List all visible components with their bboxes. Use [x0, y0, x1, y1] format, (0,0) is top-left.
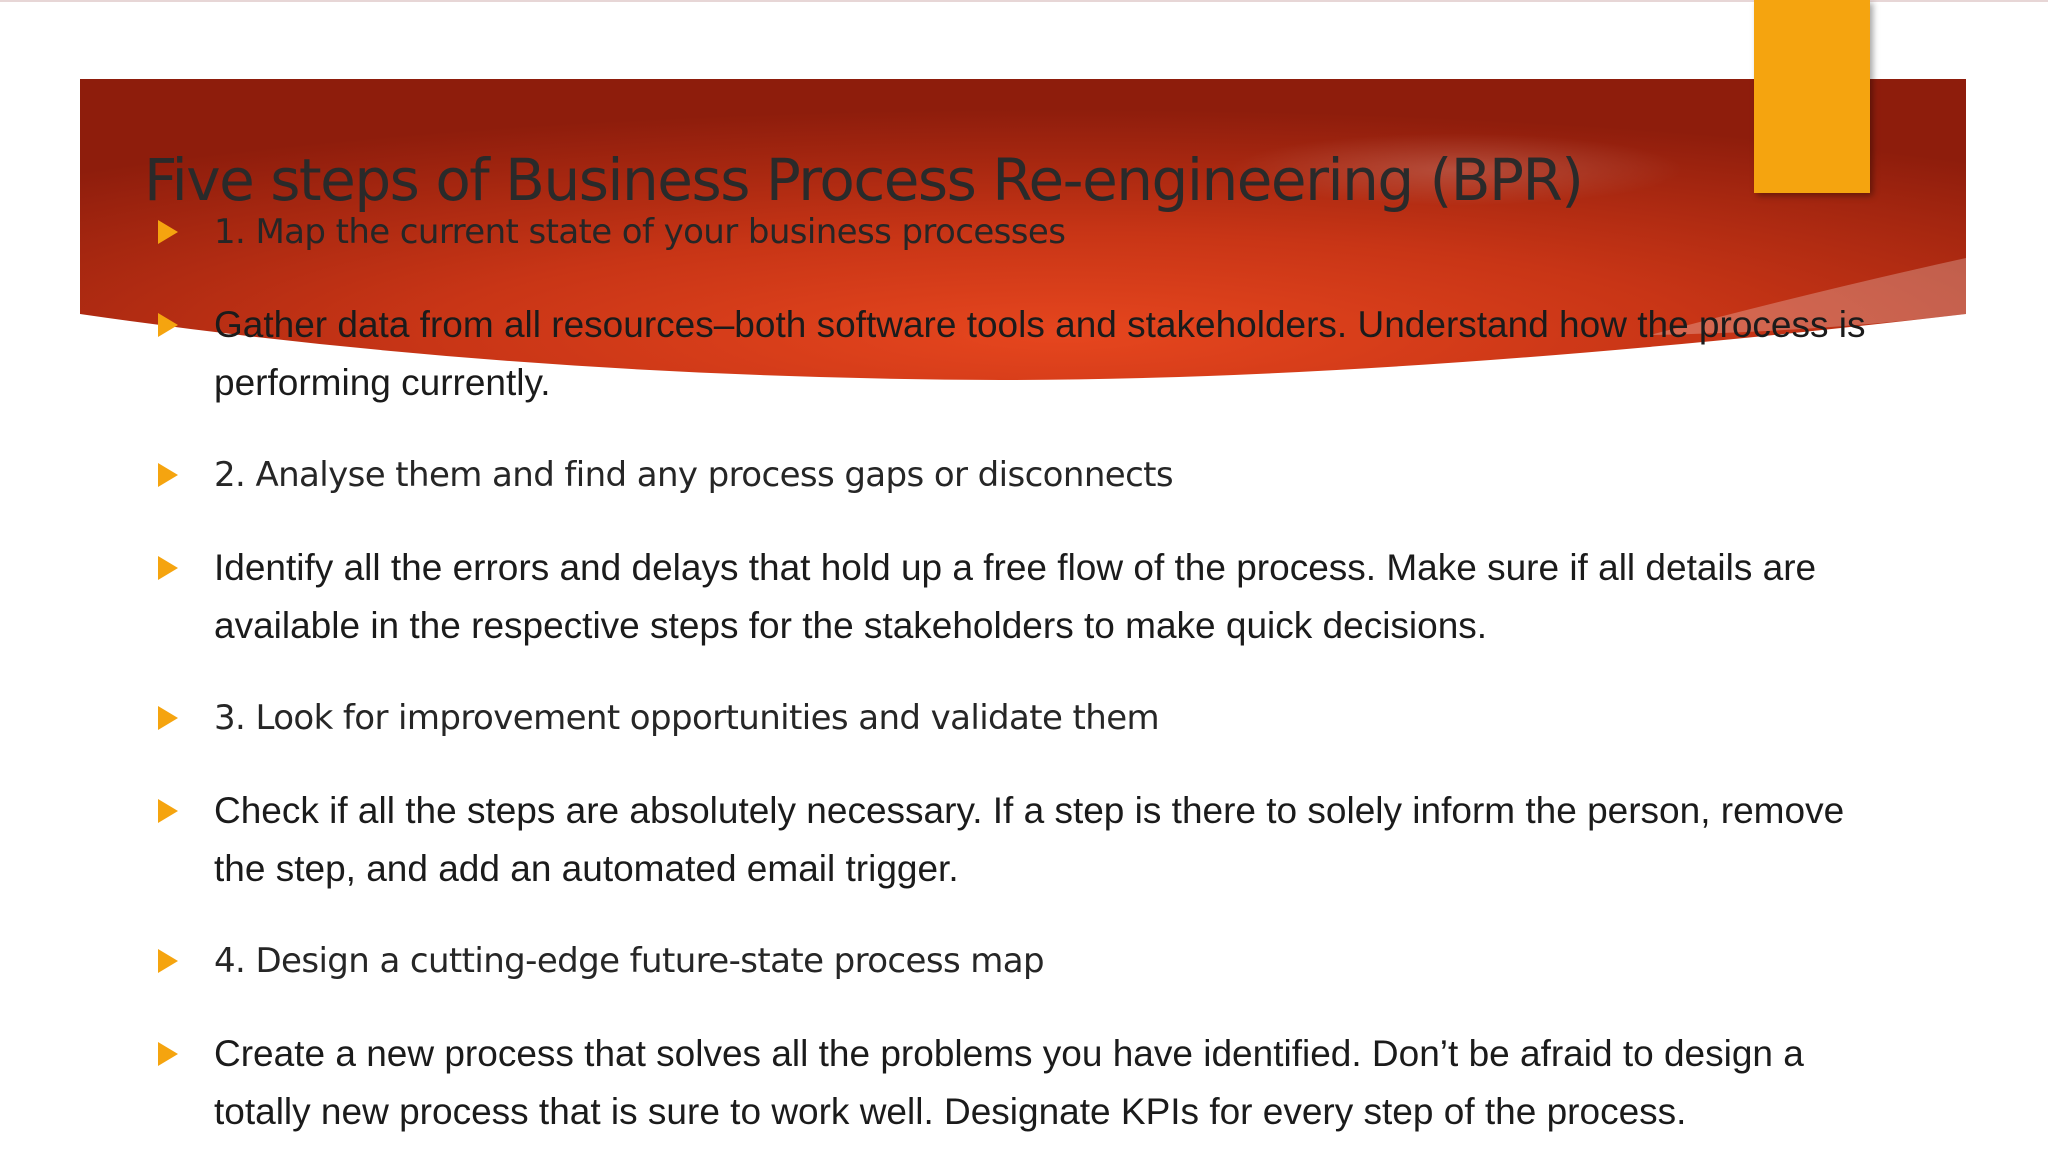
bullet-text: Identify all the errors and delays that hold up a free flow of the process. Make sure if all details are available in the respective steps for the stakeholders to make quick decisions.	[214, 547, 1817, 646]
triangle-bullet-icon	[158, 799, 178, 823]
accent-tab	[1754, 0, 1870, 193]
triangle-bullet-icon	[158, 556, 178, 580]
bullet-text: 2. Analyse them and find any process gaps or disconnects	[214, 455, 1174, 495]
triangle-bullet-icon	[158, 220, 178, 244]
triangle-bullet-icon	[158, 463, 178, 487]
triangle-bullet-icon	[158, 949, 178, 973]
slide-title: Five steps of Business Process Re-engineering (BPR)	[144, 146, 1583, 214]
triangle-bullet-icon	[158, 1042, 178, 1066]
bullet-text: Check if all the steps are absolutely necessary. If a step is there to solely inform the person, remove the step, and add an automated email trigger.	[214, 790, 1845, 889]
bullet-text: Create a new process that solves all the problems you have identified. Don’t be afraid to design a totally new process that is sure to work well. Designate KPIs for every step of the process.	[214, 1033, 1804, 1132]
bullet-text: Gather data from all resources–both software tools and stakeholders. Understand how the process is performing currently.	[214, 304, 1866, 403]
bullet-text: 1. Map the current state of your business processes	[214, 212, 1066, 252]
bullet-text: 3. Look for improvement opportunities and validate them	[214, 698, 1160, 738]
bullet-text: 4. Design a cutting-edge future-state process map	[214, 941, 1044, 981]
triangle-bullet-icon	[158, 706, 178, 730]
triangle-bullet-icon	[158, 313, 178, 337]
